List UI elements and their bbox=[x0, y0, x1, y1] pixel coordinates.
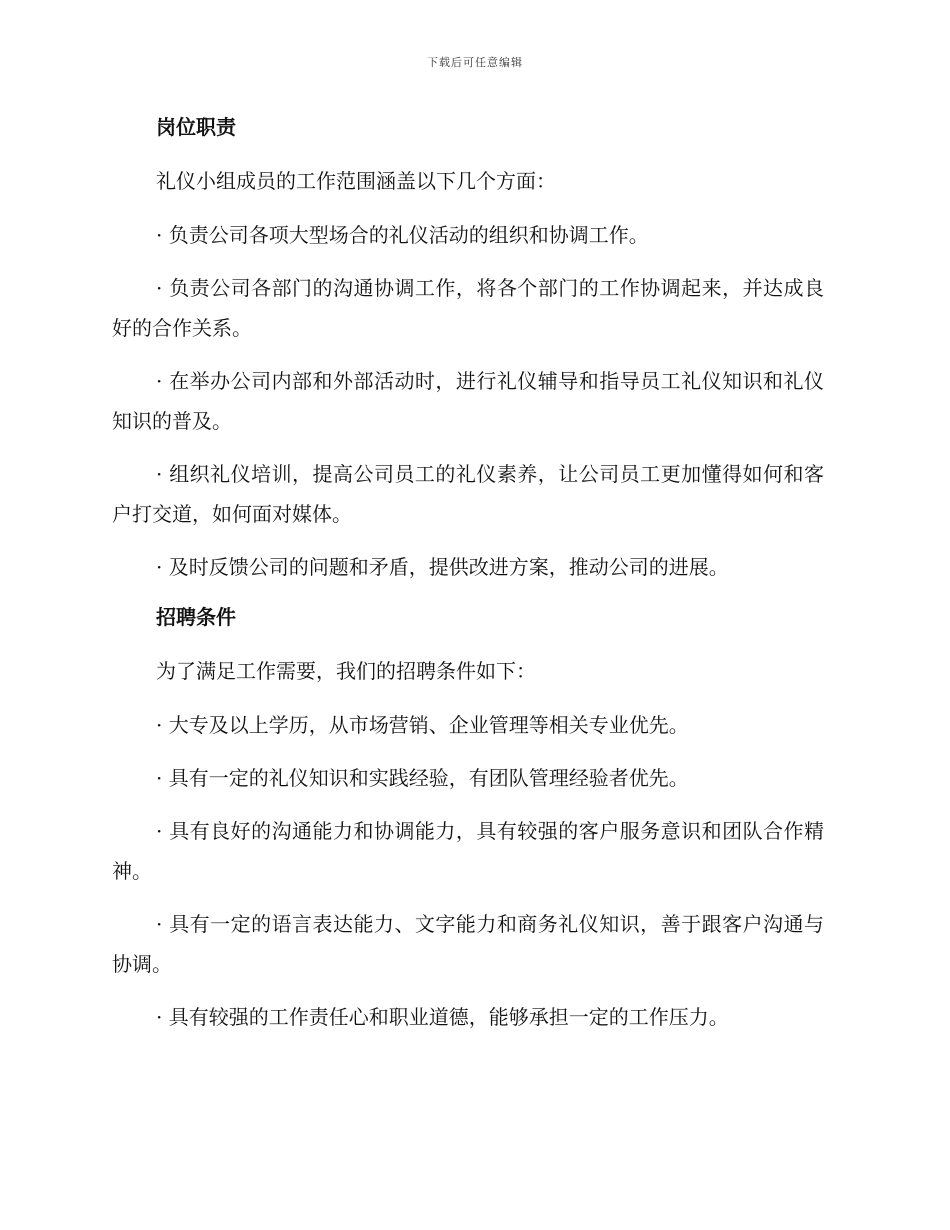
list-item: · 具有较强的工作责任心和职业道德，能够承担一定的工作压力。 bbox=[156, 1005, 729, 1029]
page-header-note: 下载后可任意编辑 bbox=[427, 56, 523, 69]
list-item: · 及时反馈公司的问题和矛盾，提供改进方案，推动公司的进展。 bbox=[156, 555, 729, 579]
section-title-requirements: 招聘条件 bbox=[156, 605, 236, 629]
list-item: · 负责公司各部门的沟通协调工作，将各个部门的工作协调起来，并达成良好的合作关系。 bbox=[112, 276, 824, 340]
section-title-job-duties: 岗位职责 bbox=[156, 115, 236, 139]
section-intro: 礼仪小组成员的工作范围涵盖以下几个方面： bbox=[156, 169, 556, 193]
list-item: · 具有一定的礼仪知识和实践经验，有团队管理经验者优先。 bbox=[156, 766, 689, 790]
list-item: · 负责公司各项大型场合的礼仪活动的组织和协调工作。 bbox=[156, 223, 649, 247]
section-job-duties bbox=[112, 110, 824, 587]
list-item: · 在举办公司内部和外部活动时，进行礼仪辅导和指导员工礼仪知识和礼仪知识的普及。 bbox=[112, 369, 824, 433]
section-intro: 为了满足工作需要，我们的招聘条件如下： bbox=[156, 659, 536, 683]
document-body bbox=[112, 110, 824, 1050]
list-item: · 大专及以上学历，从市场营销、企业管理等相关专业优先。 bbox=[156, 713, 689, 737]
list-item: · 具有一定的语言表达能力、文字能力和商务礼仪知识，善于跟客户沟通与协调。 bbox=[112, 912, 824, 976]
list-item: · 组织礼仪培训，提高公司员工的礼仪素养，让公司员工更加懂得如何和客户打交道，如何面对媒体。 bbox=[112, 462, 824, 526]
list-item: · 具有良好的沟通能力和协调能力，具有较强的客户服务意识和团队合作精神。 bbox=[112, 819, 824, 883]
section-requirements bbox=[112, 600, 824, 1037]
